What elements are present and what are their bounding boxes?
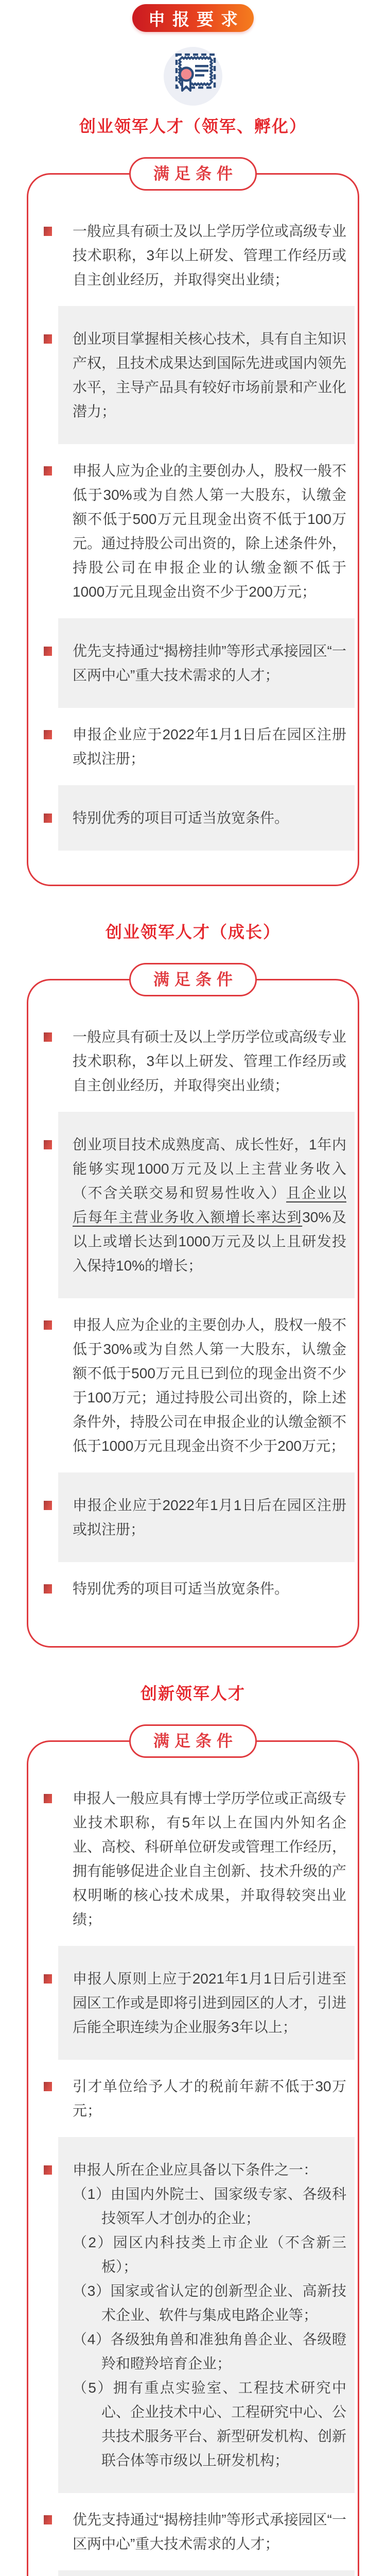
condition-text: 优先支持通过“揭榜挂帅”等形式承接园区“一区两中心”重大技术需求的人才； [73, 643, 346, 683]
page-title-badge: 申报要求 [132, 4, 254, 32]
condition-subitem: （4）各级独角兽和准独角兽企业、各级瞪羚和瞪羚培育企业； [73, 2331, 346, 2371]
square-bullet-icon [44, 466, 52, 476]
square-bullet-icon [44, 1584, 52, 1594]
condition-text: 特别优秀的项目可适当放宽条件。 [73, 810, 289, 826]
condition-text: 引才单位给予人才的税前年薪不低于30万元； [73, 2078, 346, 2119]
condition-box [27, 1732, 359, 2576]
square-bullet-icon [44, 1140, 52, 1149]
square-bullet-icon [44, 1032, 52, 1042]
condition-text: 申报人应为企业的主要创办人，股权一般不低于30%或为自然人第一大股东，认缴金额不低于500万元且已到位的现金出资不少于100万元；通过持股公司出资的，除上述条件外，持股公司在申报企业的认缴金额不低于1000万元且现金出资不少于200万元； [73, 1317, 347, 1454]
condition-item [58, 1565, 355, 1612]
square-bullet-icon [44, 814, 52, 823]
square-bullet-icon [44, 227, 52, 236]
condition-text: 申报人应为企业的主要创办人，股权一般不低于30%或为自然人第一大股东，认缴金额不低于500万元且现金出资不低于100万元。通过持股公司出资的，除上述条件外，持股公司在申报企业的认缴金额不低于1000万元且现金出资不少于200万元； [73, 463, 347, 600]
condition-text: 申报企业应于2022年1月1日后在园区注册或拟注册； [73, 726, 346, 767]
condition-item [58, 1946, 355, 2060]
condition-subitem: （2）园区内科技类上市企业（不含新三板）； [73, 2234, 346, 2275]
sections-container [0, 113, 386, 2576]
condition-item [58, 2496, 355, 2567]
condition-text: 申报人原则上应于2021年1月1日后引进至园区工作或是即将引进到园区的人才，引进后能全职连续为企业服务3年以上； [73, 1971, 347, 2035]
square-bullet-icon [44, 2165, 52, 2175]
certificate-icon [161, 43, 225, 107]
square-bullet-icon [44, 1794, 52, 1803]
section-title: 创新领军人才 [140, 1684, 245, 1703]
condition-text: 优先支持通过“揭榜挂帅”等形式承接园区“一区两中心”重大技术需求的人才； [73, 2512, 346, 2552]
square-bullet-icon [44, 647, 52, 656]
condition-text: 申报人所在企业应具备以下条件之一： （1）由国内外院士、国家级专家、各级科技领军人才创办的企业； （2）园区内科技类上市企业（不含新三板）； （3）国家或省认定的创新型企业、高新技术企业、软件与集成电路企业等； （4）各级独角兽和准独角兽企业、各级瞪羚和瞪羚培育企业； （5）拥有重点实验室、工程技术研究中心、企业技术中心、工程研究中心、公共技术服务平台、新型研发机构、创新联合体等市级以上研发机构； [73, 2158, 346, 2472]
square-bullet-icon [44, 1974, 52, 1984]
condition-subitem: （3）国家或省认定的创新型企业、高新技术企业、软件与集成电路企业等； [73, 2283, 346, 2323]
conditions-pill: 满足条件 [129, 963, 257, 996]
square-bullet-icon [44, 730, 52, 739]
condition-item [58, 711, 355, 782]
condition-text: 一般应具有硕士及以上学历学位或高级专业技术职称，3年以上研发、管理工作经历或自主创业经历，并取得突出业绩； [73, 223, 347, 287]
square-bullet-icon [44, 1501, 52, 1510]
square-bullet-icon [44, 1320, 52, 1330]
condition-item [58, 447, 355, 615]
condition-text: 特别优秀的项目可适当放宽条件。 [73, 1581, 289, 1597]
square-bullet-icon [44, 2515, 52, 2524]
condition-item [58, 1112, 355, 1298]
condition-box [27, 165, 359, 886]
condition-item [58, 2137, 355, 2493]
square-bullet-icon [44, 2082, 52, 2091]
condition-item [58, 1013, 355, 1109]
condition-text: 创业项目掌握相关核心技术，具有自主知识产权，且技术成果达到国际先进或国内领先水平，主导产品具有较好市场前景和产业化潜力； [73, 331, 347, 419]
condition-item [58, 1301, 355, 1469]
square-bullet-icon [44, 334, 52, 344]
condition-item [58, 2063, 355, 2134]
condition-item [58, 208, 355, 303]
section-title: 创业领军人才（领军、孵化） [79, 117, 307, 135]
condition-text: 创业项目技术成熟度高、成长性好，1年内能够实现1000万元及以上主营业务收入（不含关联交易和贸易性收入）且企业以后每年主营业务收入额增长率达到30%及以上或增长达到1000万元及以上且研发投入保持10%的增长； [73, 1137, 346, 1274]
condition-text: 一般应具有硕士及以上学历学位或高级专业技术职称，3年以上研发、管理工作经历或自主创业经历，并取得突出业绩； [73, 1029, 347, 1093]
condition-item [58, 1472, 355, 1562]
condition-box [27, 971, 359, 1648]
condition-item [58, 785, 355, 851]
condition-text: 申报企业应于2022年1月1日后在园区注册或拟注册； [73, 1497, 346, 1537]
condition-text: 申报人一般应具有博士学历学位或正高级专业技术职称，有5年以上在国内外知名企业、高校、科研单位研发或管理工作经历，拥有能够促进企业自主创新、技术升级的产权明晰的核心技术成果，并取得较突出业绩； [73, 1790, 347, 1927]
condition-item [58, 1775, 355, 1943]
conditions-pill: 满足条件 [129, 1724, 257, 1758]
condition-item [58, 2570, 355, 2576]
section-title: 创业领军人才（成长） [105, 923, 280, 941]
condition-subitem: （1）由国内外院士、国家级专家、各级科技领军人才创办的企业； [73, 2186, 346, 2226]
condition-subitem: （5）拥有重点实验室、工程技术研究中心、企业技术中心、工程研究中心、公共技术服务平台、新型研发机构、创新联合体等市级以上研发机构； [73, 2380, 347, 2468]
conditions-pill: 满足条件 [129, 157, 257, 191]
condition-item [58, 306, 355, 444]
condition-item [58, 618, 355, 708]
